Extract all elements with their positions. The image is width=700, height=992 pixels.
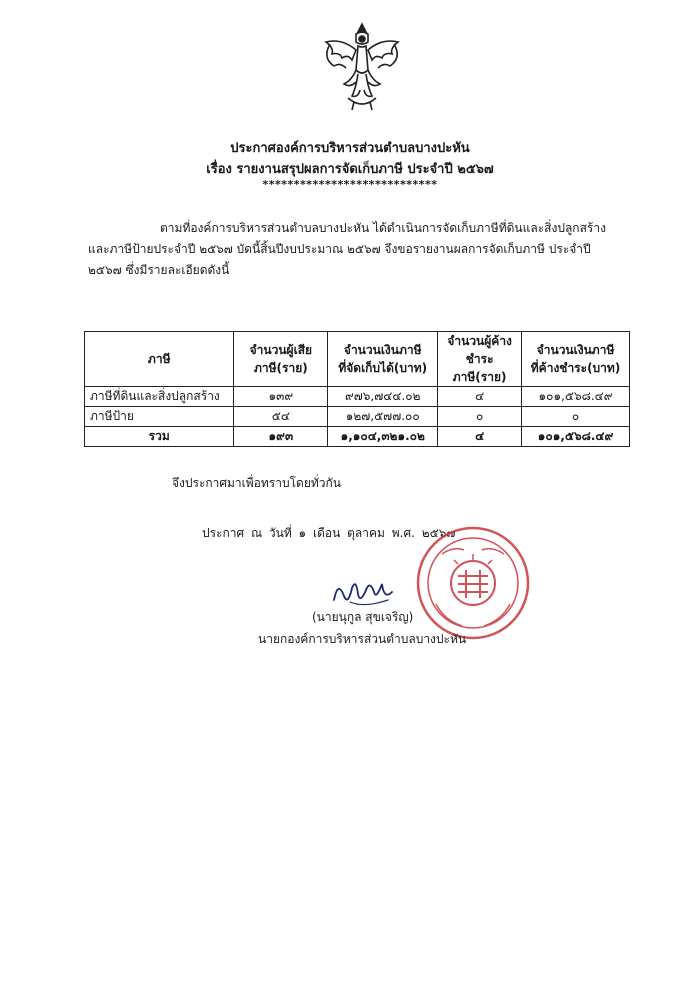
table-total-row xyxy=(85,427,630,447)
body-line: ๒๕๖๗ ซึ่งมีรายละเอียดดังนี้ xyxy=(88,263,230,277)
body-paragraph xyxy=(88,218,640,281)
cell-payers: ๑๓๙ xyxy=(234,387,328,407)
cell-collected: ๙๗๖,๗๔๔.๐๒ xyxy=(328,387,438,407)
handwritten-signature xyxy=(330,570,400,610)
closing-statement: จึงประกาศมาเพื่อทราบโดยทั่วกัน xyxy=(172,476,341,490)
header-overdue-amount: จำนวนเงินภาษี ที่ค้างชำระ(บาท) xyxy=(522,332,630,387)
cell-overdue-payers: ๔ xyxy=(438,387,522,407)
cell-overdue-amount: ๑๐๑,๕๖๘.๔๙ xyxy=(522,387,630,407)
cell-overdue-amount: ๐ xyxy=(522,407,630,427)
cell-total-collected: ๑,๑๐๔,๓๒๑.๐๒ xyxy=(328,427,438,447)
header-collected: จำนวนเงินภาษี ที่จัดเก็บได้(บาท) xyxy=(328,332,438,387)
tax-summary-table xyxy=(84,331,630,447)
official-seal-stamp xyxy=(414,524,532,642)
cell-total-overdue-payers: ๔ xyxy=(438,427,522,447)
cell-overdue-payers: ๐ xyxy=(438,407,522,427)
cell-payers: ๕๔ xyxy=(234,407,328,427)
cell-total-payers: ๑๙๓ xyxy=(234,427,328,447)
header-payers: จำนวนผู้เสีย ภาษี(ราย) xyxy=(234,332,328,387)
cell-tax: ภาษีที่ดินและสิ่งปลูกสร้าง xyxy=(85,387,234,407)
header-tax: ภาษี xyxy=(85,332,234,387)
table-row xyxy=(85,407,630,427)
cell-tax: ภาษีป้าย xyxy=(85,407,234,427)
cell-collected: ๑๒๗,๕๗๗.๐๐ xyxy=(328,407,438,427)
announcement-title: ประกาศองค์การบริหารส่วนตำบลบางปะหัน xyxy=(230,141,470,156)
announcement-subject: เรื่อง รายงานสรุปผลการจัดเก็บภาษี ประจำปี ๒๕๖๗ xyxy=(206,162,494,177)
table-header-row xyxy=(85,332,630,387)
cell-total-overdue-amount: ๑๐๑,๕๖๘.๔๙ xyxy=(522,427,630,447)
body-line: ตามที่องค์การบริหารส่วนตำบลบางปะหัน ได้ดำเนินการจัดเก็บภาษีที่ดินและสิ่งปลูกสร้าง xyxy=(160,221,606,235)
separator-stars: **************************** xyxy=(262,178,438,191)
body-line: และภาษีป้ายประจำปี ๒๕๖๗ บัดนี้สิ้นปีงบประมาณ ๒๕๖๗ จึงขอรายงานผลการจัดเก็บภาษี ประจำปี xyxy=(88,242,591,256)
table-row xyxy=(85,387,630,407)
garuda-emblem-icon xyxy=(312,18,412,118)
signer-title: นายกองค์การบริหารส่วนตำบลบางปะหัน xyxy=(258,632,467,646)
announcement-date: ประกาศ ณ วันที่ ๑ เดือน ตุลาคม พ.ศ. ๒๕๖๗ xyxy=(202,526,456,540)
header-overdue-payers: จำนวนผู้ค้าง ชำระภาษี(ราย) xyxy=(438,332,522,387)
cell-total-label: รวม xyxy=(85,427,234,447)
signer-name: (นายนุกูล สุขเจริญ) xyxy=(312,610,414,624)
